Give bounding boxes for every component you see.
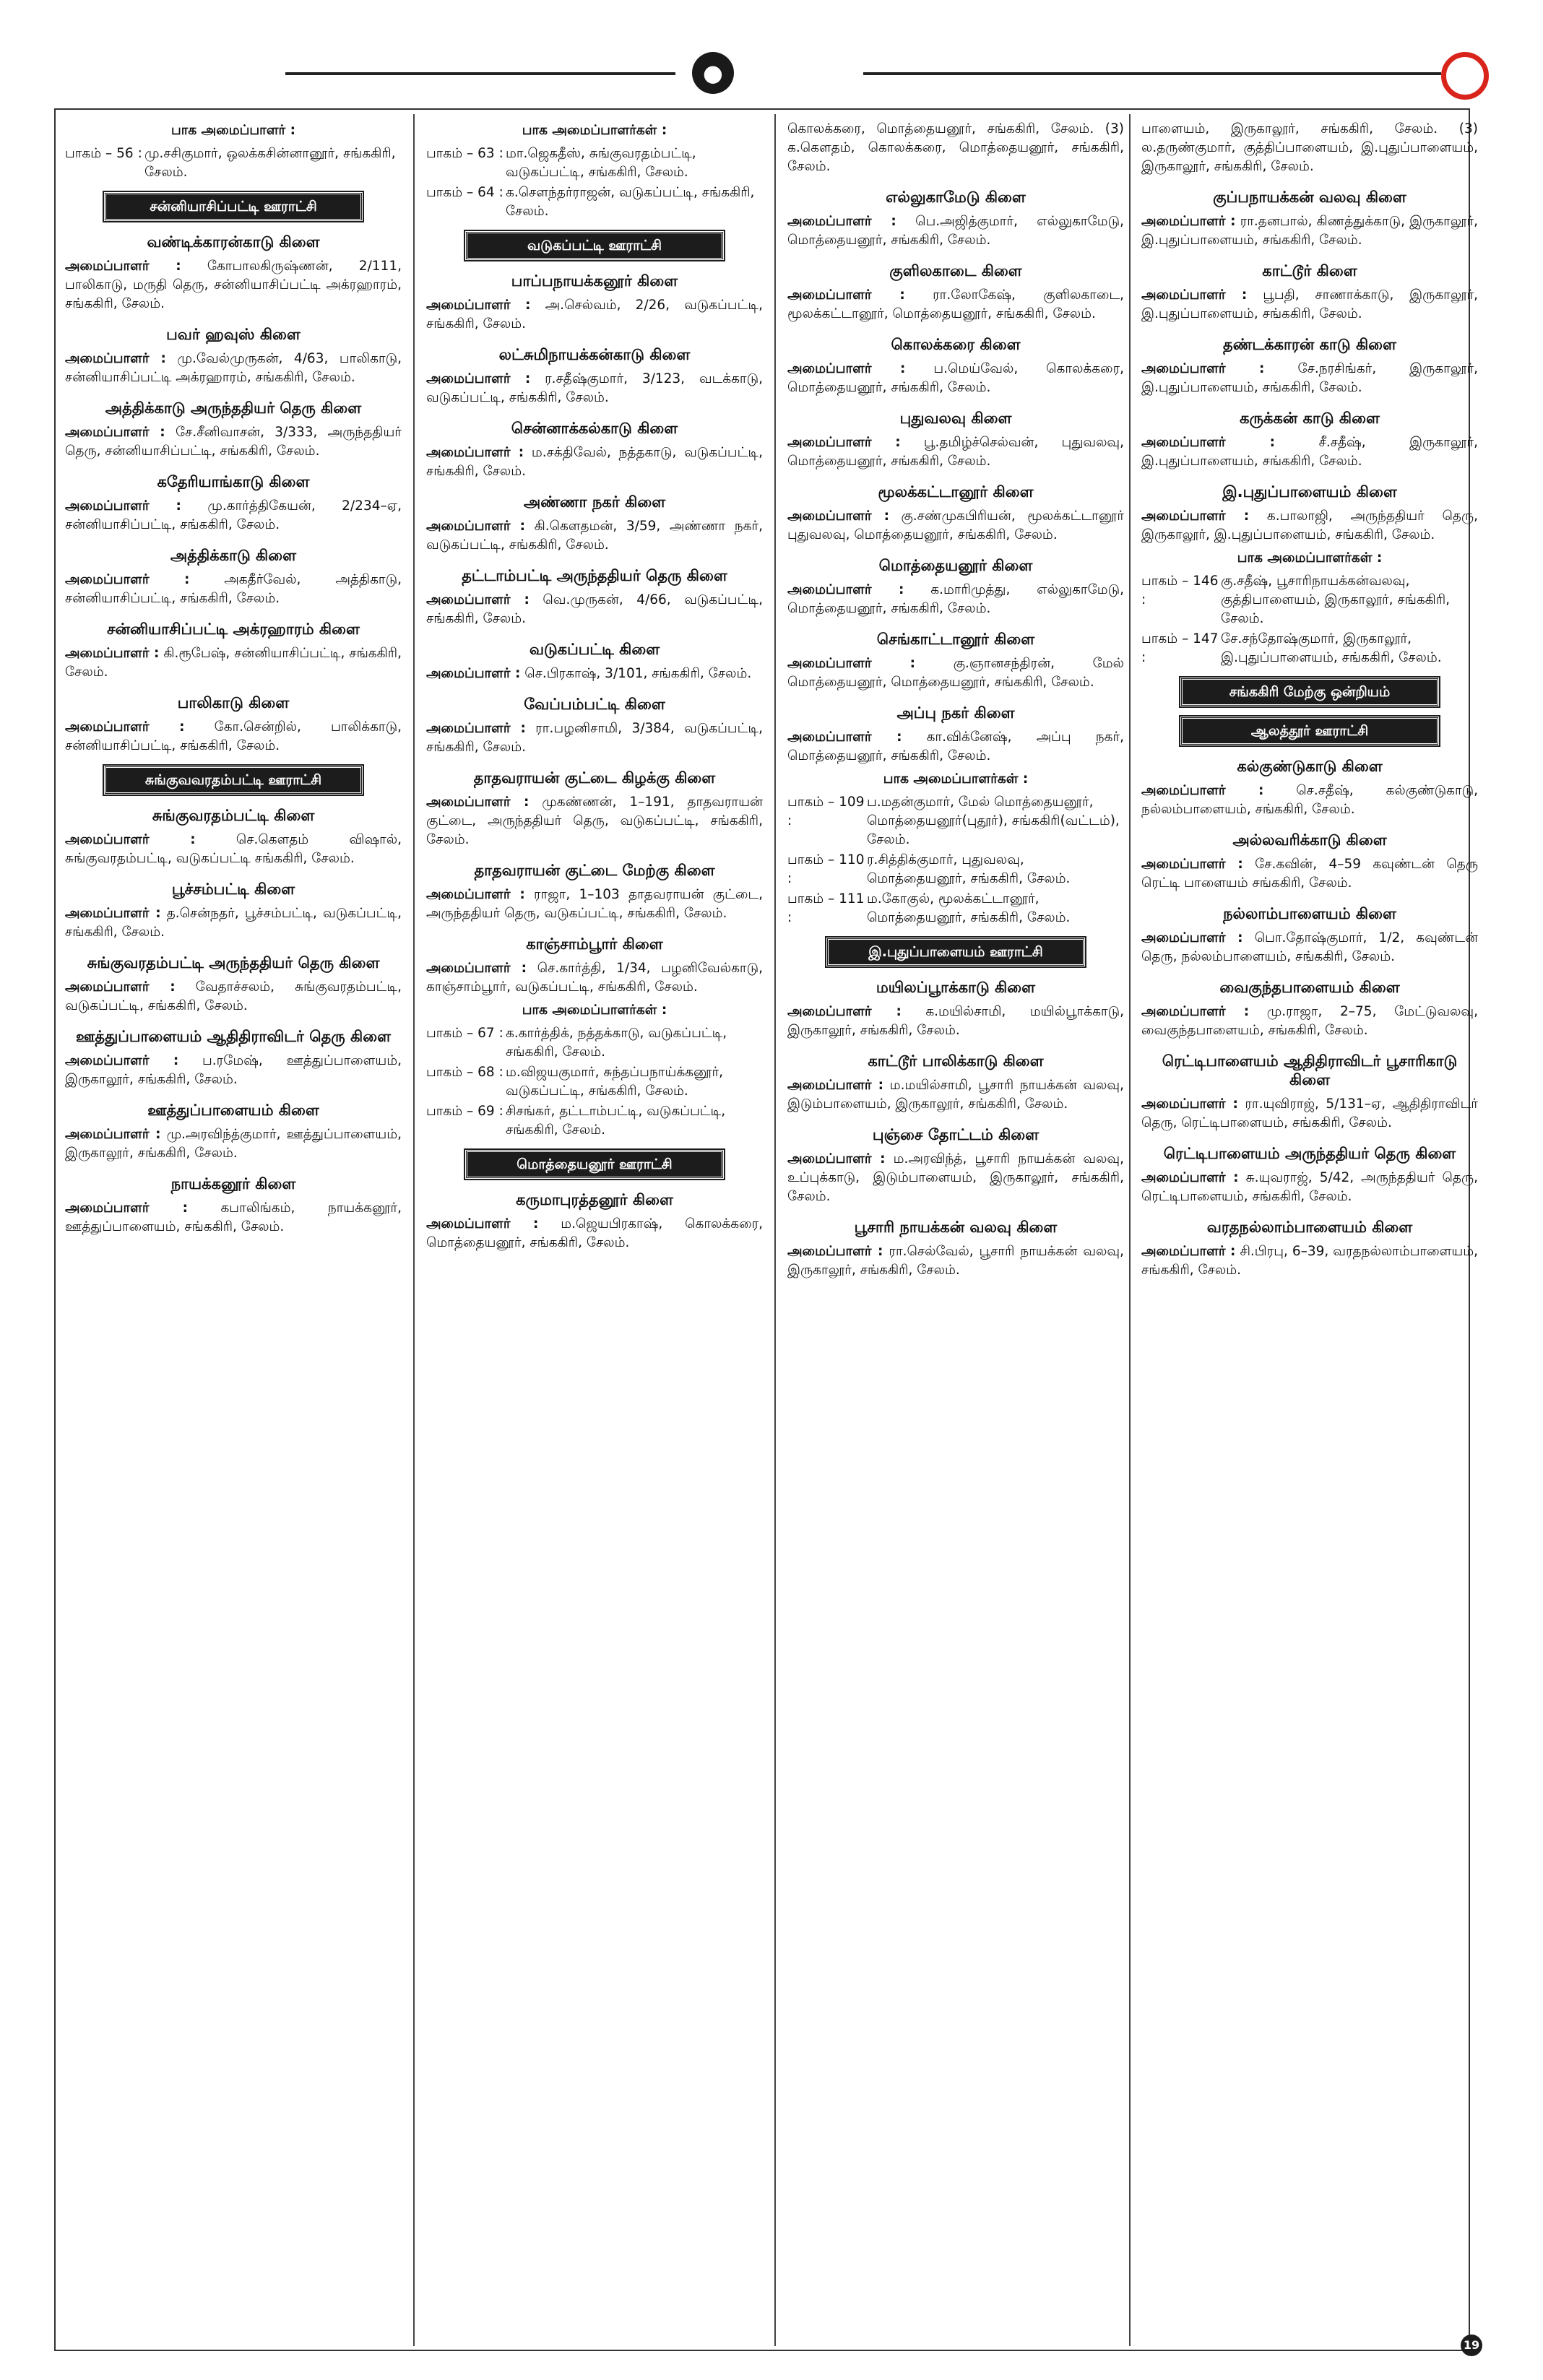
role-label: அமைப்பாளர் : bbox=[1141, 1096, 1238, 1112]
organizer-details: கோ.சென்றில், பாலிக்காடு, சன்னியாசிப்பட்டி, சங்ககிரி, சேலம். bbox=[65, 719, 402, 753]
branch-title: பூசாரி நாயக்கன் வலவு கிளை bbox=[854, 1219, 1058, 1236]
role-label: அமைப்பாளர் : bbox=[1141, 1244, 1236, 1259]
branch-organizer bbox=[65, 1199, 402, 1237]
branch-list bbox=[1141, 757, 1478, 1280]
bagam-number: பாகம் – 110 : bbox=[787, 852, 865, 886]
branch-organizer bbox=[65, 423, 402, 461]
branch-organizer bbox=[787, 1150, 1124, 1206]
branch-organizer bbox=[1141, 1003, 1478, 1040]
bagam-text: க.கார்த்திக், நத்தக்காடு, வடுகப்பட்டி, சங்ககிரி, சேலம். bbox=[506, 1026, 727, 1060]
role-label: அமைப்பாளர் : bbox=[65, 351, 166, 366]
branch-title: மொத்தையனூர் கிளை bbox=[878, 557, 1033, 574]
organizer-details: சி.பிரபு, 6–39, வரதநல்லாம்பாளையம், சங்ககிரி, சேலம். bbox=[1141, 1244, 1478, 1278]
column-divider bbox=[1129, 114, 1131, 2346]
branch-list bbox=[426, 1190, 763, 1252]
branch-organizer bbox=[1141, 433, 1478, 471]
role-label: அமைப்பாளர் : bbox=[65, 646, 160, 661]
page-number: 19 bbox=[1461, 2334, 1482, 2356]
role-label: அமைப்பாளர் : bbox=[426, 371, 531, 386]
branch-organizer bbox=[1141, 855, 1478, 893]
branch-title: ரெட்டிபாளையம் ஆதிதிராவிடர் பூசாரிகாடு கிளை bbox=[1162, 1052, 1458, 1089]
bagam-number: பாகம் – 109 : bbox=[787, 795, 865, 828]
branch-organizer bbox=[426, 296, 763, 334]
branch-organizer bbox=[787, 1003, 1124, 1040]
bagam-text: க.சௌந்தர்ராஜன், வடுகப்பட்டி, சங்ககிரி, சேலம். bbox=[506, 185, 755, 219]
organizer-details: கா.விக்னேஷ், அப்பு நகர், மொத்தையனூர், சங்ககிரி, சேலம். bbox=[787, 730, 1124, 763]
column-2 bbox=[426, 117, 763, 2342]
bagam-number: பாகம் – 69 : bbox=[426, 1104, 503, 1119]
branch-title: இ.புதுப்பாளையம் கிளை bbox=[1222, 483, 1397, 501]
branch-organizer bbox=[426, 517, 763, 555]
branch-organizer bbox=[65, 904, 402, 942]
bagam-number: பாகம் – 67 : bbox=[426, 1026, 503, 1041]
party-emblem-icon: ● bbox=[692, 52, 734, 94]
branch-organizer bbox=[426, 591, 763, 628]
organizer-details: செ.சதீஷ், கல்குண்டுகாடு, நல்லம்பாளையம், சங்ககிரி, சேலம். bbox=[1141, 783, 1478, 817]
bagam-row bbox=[426, 1024, 763, 1062]
role-label: அமைப்பாளர் : bbox=[787, 361, 906, 376]
organizer-details: அகதீர்வேல், அத்திகாடு, சன்னியாசிப்பட்டி, சங்ககிரி, சேலம். bbox=[65, 572, 402, 606]
organizer-details: முகண்ணன், 1–191, தாதவராயன் குட்டை, அருந்ததியர் தெரு, வடுகப்பட்டி, சங்ககிரி, சேலம். bbox=[426, 795, 763, 847]
role-label: அமைப்பாளர் : bbox=[426, 961, 527, 976]
organizer-details: ரா.லோகேஷ், குளிலகாடை, மூலக்கட்டானூர், மொத்தையனூர், சங்ககிரி, சேலம். bbox=[787, 287, 1124, 321]
branch-organizer bbox=[426, 719, 763, 757]
organizer-details: ப.ரமேஷ், ஊத்துப்பாளையம், இருகாலூர், சங்ககிரி, சேலம். bbox=[65, 1053, 402, 1087]
organizer-details: சே.கவின், 4–59 கவுண்டன் தெரு ரெட்டி பாளையம் சங்ககிரி, சேலம். bbox=[1141, 857, 1478, 891]
organizer-details: ரா.செல்வேல், பூசாரி நாயக்கன் வலவு, இருகாலூர், சங்ககிரி, சேலம். bbox=[787, 1244, 1124, 1278]
branch-organizer bbox=[426, 1215, 763, 1252]
role-label: அமைப்பாளர் : bbox=[65, 259, 181, 274]
role-label: அமைப்பாளர் : bbox=[1141, 287, 1248, 303]
branch-list bbox=[787, 188, 1124, 766]
bagam-number: பாகம் – 111 : bbox=[787, 891, 865, 925]
bagam-text: ப.மதன்குமார், மேல் மொத்தையனூர், மொத்தையனூர்(புதூர்), சங்ககிரி(வட்டம்), சேலம். bbox=[867, 795, 1120, 847]
role-label: அமைப்பாளர் : bbox=[787, 287, 905, 303]
branch-organizer bbox=[787, 1076, 1124, 1114]
branch-title: காட்டூர் கிளை bbox=[1262, 262, 1357, 280]
branch-organizer bbox=[1141, 1169, 1478, 1206]
branch-organizer bbox=[65, 644, 402, 682]
organizer-details: கி.ரூபேஷ், சன்னியாசிப்பட்டி, சங்ககிரி, சேலம். bbox=[65, 646, 402, 680]
organizer-details: அ.செல்வம், 2/26, வடுகப்பட்டி, சங்ககிரி, சேலம். bbox=[426, 298, 763, 332]
branch-title: ரெட்டிபாளையம் அருந்ததியர் தெரு கிளை bbox=[1163, 1145, 1456, 1162]
organizer-details: ராஜா, 1–103 தாதவராயன் குட்டை, அருந்ததியர் தெரு, வடுகப்பட்டி, சங்ககிரி, சேலம். bbox=[426, 887, 763, 921]
organizer-details: ம.சக்திவேல், நத்தகாடு, வடுகப்பட்டி, சங்ககிரி, சேலம். bbox=[426, 445, 763, 479]
role-label: அமைப்பாளர் : bbox=[1141, 509, 1250, 524]
organizer-details: ரா.பழனிசாமி, 3/384, வடுகப்பட்டி, சங்ககிரி, சேலம். bbox=[426, 721, 763, 755]
bagam-text: ம.கோகுல், மூலக்கட்டானூர், மொத்தையனூர், சங்ககிரி, சேலம். bbox=[867, 891, 1071, 925]
bagam-list bbox=[426, 1024, 763, 1140]
role-label: அமைப்பாளர் : bbox=[426, 592, 530, 607]
bagam-row bbox=[1141, 572, 1478, 628]
organizer-details: பூ.தமிழ்ச்செல்வன், புதுவலவு, மொத்தையனூர், சங்ககிரி, சேலம். bbox=[787, 435, 1124, 469]
bagam-text: கு.சதீஷ், பூசாரிநாயக்கன்வலவு, குத்திபாளையம், இருகாலூர், சங்ககிரி, சேலம். bbox=[1221, 574, 1451, 626]
bagam-heading: பாக அமைப்பாளர்கள் : bbox=[522, 123, 667, 138]
bagam-heading: பாக அமைப்பாளர் : bbox=[170, 123, 296, 138]
bagam-row bbox=[65, 144, 402, 182]
branch-title: பவர் ஹவுஸ் கிளை bbox=[166, 326, 301, 343]
role-label: அமைப்பாளர் : bbox=[65, 979, 176, 995]
branch-organizer bbox=[426, 370, 763, 407]
branch-title: மயிலப்பூாக்காடு கிளை bbox=[876, 979, 1036, 996]
role-label: அமைப்பாளர் : bbox=[65, 498, 181, 514]
organizer-details: த.சென்நதர், பூச்சம்பட்டி, வடுகப்பட்டி, சங்ககிரி, சேலம். bbox=[65, 906, 402, 940]
branch-title: பாலிகாடு கிளை bbox=[177, 694, 290, 711]
role-label: அமைப்பாளர் : bbox=[787, 730, 902, 745]
branch-title: கொலக்கரை கிளை bbox=[891, 336, 1021, 353]
branch-organizer bbox=[65, 1052, 402, 1089]
branch-organizer bbox=[787, 360, 1124, 397]
branch-organizer bbox=[1141, 212, 1478, 250]
branch-organizer bbox=[1141, 360, 1478, 397]
organizer-details: மு.வேல்முருகன், 4/63, பாலிகாடு, சன்னியாசிப்பட்டி அக்ரஹாரம், சங்ககிரி, சேலம். bbox=[65, 351, 402, 385]
section-heading: சுங்குவவரதம்பட்டி ஊராட்சி bbox=[104, 766, 363, 795]
bagam-row bbox=[426, 1102, 763, 1140]
section-heading: ஆலத்தூர் ஊராட்சி bbox=[1180, 717, 1439, 745]
role-label: அமைப்பாளர் : bbox=[787, 582, 904, 597]
branch-organizer bbox=[426, 443, 763, 481]
branch-organizer bbox=[1141, 1242, 1478, 1280]
branch-list bbox=[1141, 188, 1478, 545]
branch-title: சுங்குவரதம்பட்டி கிளை bbox=[152, 807, 315, 824]
branch-title: லட்சுமிநாயக்கன்காடு கிளை bbox=[498, 346, 691, 363]
branch-title: காட்டூர் பாலிக்காடு கிளை bbox=[868, 1052, 1044, 1070]
role-label: அமைப்பாளர் : bbox=[426, 795, 530, 810]
branch-title: நல்லாம்பாளையம் கிளை bbox=[1223, 905, 1396, 922]
bagam-row bbox=[787, 890, 1124, 927]
organizer-details: சீ.சதீஷ், இருகாலூர், இ.புதுப்பாளையம், சங்ககிரி, சேலம். bbox=[1141, 435, 1478, 469]
organizer-details: சே.நரசிங்கர், இருகாலூர், இ.புதுப்பாளையம், சங்ககிரி, சேலம். bbox=[1141, 361, 1478, 395]
role-label: அமைப்பாளர் : bbox=[1141, 435, 1276, 450]
continued-text: கொலக்கரை, மொத்தையனூர், சங்ககிரி, சேலம். (3) க.கௌதம், கொலக்கரை, மொத்தையனூர், சங்ககிரி, சேலம். bbox=[787, 121, 1124, 174]
bagam-row bbox=[787, 793, 1124, 849]
bagam-number: பாகம் – 56 : bbox=[65, 146, 142, 161]
branch-organizer bbox=[787, 507, 1124, 545]
branch-title: குப்பநாயக்கன் வலவு கிளை bbox=[1213, 189, 1406, 206]
bagam-number: பாகம் – 68 : bbox=[426, 1065, 503, 1080]
branch-title: கருமாபுரத்தனூர் கிளை bbox=[516, 1191, 673, 1208]
organizer-details: ர.சதீஷ்குமார், 3/123, வடக்காடு, வடுகப்பட்டி, சங்ககிரி, சேலம். bbox=[426, 371, 763, 405]
section-heading: சங்ககிரி மேற்கு ஒன்றியம் bbox=[1180, 678, 1439, 706]
branch-title: வண்டிக்காரன்காடு கிளை bbox=[147, 233, 320, 251]
header-rule-right bbox=[863, 72, 1441, 75]
branch-title: அத்திக்காடு அருந்ததியர் தெரு கிளை bbox=[105, 399, 362, 417]
role-label: அமைப்பாளர் : bbox=[787, 656, 916, 671]
bagam-row bbox=[787, 851, 1124, 888]
role-label: அமைப்பாளர் : bbox=[1141, 857, 1243, 872]
branch-title: கதேரியாங்காடு கிளை bbox=[157, 473, 310, 490]
role-label: அமைப்பாளர் : bbox=[1141, 1170, 1239, 1185]
section-heading: வடுகப்பட்டி ஊராட்சி bbox=[465, 231, 724, 260]
header-rule-left bbox=[285, 72, 675, 75]
role-label: அமைப்பாளர் : bbox=[426, 519, 526, 534]
branch-title: நாயக்கனூர் கிளை bbox=[170, 1175, 296, 1193]
role-label: அமைப்பாளர் : bbox=[426, 887, 525, 902]
organizer-details: ம.ஜெயபிரகாஷ், கொலக்கரை, மொத்தையனூர், சங்ககிரி, சேலம். bbox=[426, 1216, 763, 1250]
organizer-details: ம.அரவிந்த், பூசாரி நாயக்கன் வலவு, உப்புக்காடு, இடும்பாளையம், இருகாலூர், சங்ககிரி, சேலம். bbox=[787, 1151, 1124, 1204]
branch-list bbox=[426, 272, 763, 997]
organizer-details: க.மாரிமுத்து, எல்லுகாமேடு, மொத்தையனூர், சங்ககிரி, சேலம். bbox=[787, 582, 1124, 616]
branch-organizer bbox=[426, 959, 763, 997]
bagam-list bbox=[787, 793, 1124, 927]
bagam-text: ம.விஜயகுமார், சுந்தப்பநாய்க்கனூர், வடுகப்பட்டி, சங்ககிரி, சேலம். bbox=[506, 1065, 724, 1099]
organizer-details: கு.ஞானசந்திரன், மேல் மொத்தையனூர், மொத்தையனூர், சங்ககிரி, சேலம். bbox=[787, 656, 1124, 690]
role-label: அமைப்பாளர் : bbox=[787, 435, 901, 450]
branch-organizer bbox=[1141, 286, 1478, 324]
role-label: அமைப்பாளர் : bbox=[787, 1078, 884, 1093]
red-circle-icon bbox=[1441, 52, 1489, 100]
bagam-row bbox=[426, 183, 763, 221]
branch-title: மூலக்கட்டானூர் கிளை bbox=[878, 483, 1034, 501]
organizer-details: ரா.யுவிராஜ், 5/131–ஏ, ஆதிதிராவிடர் தெரு, ரெட்டிபாளையம், சங்ககிரி, சேலம். bbox=[1141, 1096, 1478, 1130]
branch-organizer bbox=[787, 1242, 1124, 1280]
branch-title: புதுவலவு கிளை bbox=[899, 410, 1012, 427]
organizer-details: கு.சண்முகபிரியன், மூலக்கட்டானூர் புதுவலவு, மொத்தையனூர், சங்ககிரி, சேலம். bbox=[787, 509, 1124, 542]
branch-title: பூச்சம்பட்டி கிளை bbox=[171, 880, 295, 898]
organizer-details: சே.சீனிவாசன், 3/333, அருந்ததியர் தெரு, சன்னியாசிப்பட்டி, சங்ககிரி, சேலம். bbox=[65, 425, 402, 459]
branch-organizer bbox=[426, 793, 763, 849]
branch-organizer bbox=[65, 257, 402, 313]
branch-organizer bbox=[1141, 782, 1478, 819]
role-label: அமைப்பாளர் : bbox=[65, 719, 185, 735]
branch-organizer bbox=[1141, 929, 1478, 966]
branch-organizer bbox=[65, 978, 402, 1016]
branch-title: செங்காட்டானூர் கிளை bbox=[876, 631, 1035, 648]
branch-organizer bbox=[787, 728, 1124, 766]
branch-title: அல்லவரிக்காடு கிளை bbox=[1232, 831, 1387, 849]
organizer-details: பூபதி, சாணாக்காடு, இருகாலூர், இ.புதுப்பாளையம், சங்ககிரி, சேலம். bbox=[1141, 287, 1478, 321]
role-label: அமைப்பாளர் : bbox=[426, 666, 521, 681]
branch-title: சுங்குவரதம்பட்டி அருந்ததியர் தெரு கிளை bbox=[87, 954, 380, 972]
page-header bbox=[0, 0, 1543, 108]
role-label: அமைப்பாளர் : bbox=[426, 298, 531, 313]
branch-title: தாதவராயன் குட்டை மேற்கு கிளை bbox=[474, 862, 715, 879]
branch-title: எல்லுகாமேடு கிளை bbox=[886, 189, 1026, 206]
organizer-details: பொ.தோஷ்குமார், 1/2, கவுண்டன் தெரு, நல்லம்பாளையம், சங்ககிரி, சேலம். bbox=[1141, 930, 1478, 964]
role-label: அமைப்பாளர் : bbox=[1141, 214, 1236, 229]
branch-title: ஊத்துப்பாளையம் ஆதிதிராவிடர் தெரு கிளை bbox=[75, 1028, 392, 1045]
bagam-number: பாகம் – 147 : bbox=[1141, 631, 1219, 665]
branch-list bbox=[787, 978, 1124, 1280]
branch-title: சன்னியாசிப்பட்டி அக்ரஹாரம் கிளை bbox=[107, 620, 360, 638]
continued-text: பாளையம், இருகாலூர், சங்ககிரி, சேலம். (3) ல.தருண்குமார், குத்திப்பாளையம், இ.புதுப்பாளையம், இருகாலூர், சங்ககிரி, சேலம். bbox=[1141, 121, 1478, 174]
bagam-number: பாகம் – 146 : bbox=[1141, 574, 1219, 607]
bagam-row bbox=[426, 144, 763, 182]
branch-title: கருக்கன் காடு கிளை bbox=[1240, 410, 1380, 427]
column-4 bbox=[1141, 117, 1478, 2342]
branch-organizer bbox=[65, 831, 402, 868]
branch-title: தட்டாம்பட்டி அருந்ததியர் தெரு கிளை bbox=[462, 567, 727, 584]
organizer-details: வேதாச்சலம், சுங்குவரதம்பட்டி, வடுகப்பட்டி, சங்ககிரி, சேலம். bbox=[65, 979, 402, 1013]
column-divider bbox=[774, 114, 776, 2346]
organizer-details: மு.ராஜா, 2–75, மேட்டுவலவு, வைகுந்தபாளையம், சங்ககிரி, சேலம். bbox=[1141, 1004, 1478, 1038]
bagam-list bbox=[426, 144, 763, 221]
branch-title: சென்னாக்கல்காடு கிளை bbox=[511, 420, 678, 437]
branch-organizer bbox=[787, 581, 1124, 618]
branch-organizer bbox=[65, 718, 402, 756]
branch-organizer bbox=[65, 497, 402, 535]
bagam-number: பாகம் – 63 : bbox=[426, 146, 503, 161]
role-label: அமைப்பாளர் : bbox=[426, 1216, 539, 1232]
role-label: அமைப்பாளர் : bbox=[426, 721, 526, 736]
organizer-details: சு.யுவராஜ், 5/42, அருந்ததியர் தெரு, ரெட்டிபாளையம், சங்ககிரி, சேலம். bbox=[1141, 1170, 1478, 1204]
column-divider bbox=[413, 114, 415, 2346]
branch-organizer bbox=[787, 212, 1124, 250]
role-label: அமைப்பாளர் : bbox=[65, 906, 161, 921]
role-label: அமைப்பாளர் : bbox=[65, 425, 165, 440]
branch-organizer bbox=[426, 665, 763, 683]
role-label: அமைப்பாளர் : bbox=[65, 1053, 179, 1068]
branch-title: வரதநல்லாம்பாளையம் கிளை bbox=[1206, 1219, 1413, 1236]
role-label: அமைப்பாளர் : bbox=[65, 1127, 161, 1142]
branch-list bbox=[65, 233, 402, 756]
bagam-list bbox=[1141, 572, 1478, 667]
branch-organizer bbox=[426, 886, 763, 923]
organizer-details: ரா.தனபால், கிணத்துக்காடு, இருகாலூர், இ.புதுப்பாளையம், சங்ககிரி, சேலம். bbox=[1141, 214, 1478, 248]
role-label: அமைப்பாளர் : bbox=[1141, 783, 1264, 798]
column-1 bbox=[65, 117, 402, 2342]
branch-title: குளிலகாடை கிளை bbox=[889, 262, 1022, 280]
role-label: அமைப்பாளர் : bbox=[1141, 1004, 1250, 1019]
role-label: அமைப்பாளர் : bbox=[65, 1200, 188, 1216]
bagam-heading: பாக அமைப்பாளர்கள் : bbox=[883, 771, 1029, 787]
role-label: அமைப்பாளர் : bbox=[1141, 361, 1265, 376]
branch-title: அத்திக்காடு கிளை bbox=[170, 547, 297, 564]
branch-organizer bbox=[65, 571, 402, 608]
bagam-text: சிசங்கர், தட்டாம்பட்டி, வடுகப்பட்டி, சங்ககிரி, சேலம். bbox=[506, 1104, 726, 1138]
section-heading: மொத்தையனூர் ஊராட்சி bbox=[465, 1150, 724, 1179]
branch-organizer bbox=[787, 286, 1124, 324]
branch-title: ஊத்துப்பாளையம் கிளை bbox=[147, 1102, 319, 1119]
branch-title: அப்பு நகர் கிளை bbox=[896, 704, 1015, 722]
bagam-heading: பாக அமைப்பாளர்கள் : bbox=[1237, 550, 1383, 566]
organizer-details: பெ.அஜித்குமார், எல்லுகாமேடு, மொத்தையனூர், சங்ககிரி, சேலம். bbox=[787, 214, 1124, 248]
bagam-heading: பாக அமைப்பாளர்கள் : bbox=[522, 1003, 667, 1018]
bagam-text: மு.சசிகுமார், ஒலக்கசின்னானூர், சங்ககிரி, சேலம். bbox=[144, 146, 396, 180]
organizer-details: ப.மெய்வேல், கொலக்கரை, மொத்தையனூர், சங்ககிரி, சேலம். bbox=[787, 361, 1124, 395]
organizer-details: கோபாலகிருஷ்ணன், 2/111, பாலிகாடு, மருதி தெரு, சன்னியாசிப்பட்டி அக்ரஹாரம், சங்ககிரி, சேலம். bbox=[65, 259, 402, 311]
branch-list bbox=[65, 806, 402, 1237]
branch-organizer bbox=[65, 1125, 402, 1163]
branch-title: கல்குண்டுகாடு கிளை bbox=[1237, 758, 1383, 775]
section-heading: சன்னியாசிப்பட்டி ஊராட்சி bbox=[104, 192, 363, 221]
bagam-text: ர.சித்திக்குமார், புதுவலவு, மொத்தையனூர், சங்ககிரி, சேலம். bbox=[867, 852, 1071, 886]
branch-title: வடுகப்பட்டி கிளை bbox=[529, 641, 660, 658]
organizer-details: செ.பிரகாஷ், 3/101, சங்ககிரி, சேலம். bbox=[524, 666, 752, 681]
role-label: அமைப்பாளர் : bbox=[787, 509, 889, 524]
role-label: அமைப்பாளர் : bbox=[426, 445, 524, 460]
bagam-text: மா.ஜெகதீஸ், சுங்குவரதம்பட்டி, வடுகப்பட்டி, சங்ககிரி, சேலம். bbox=[506, 146, 696, 180]
bagam-text: சே.சந்தோஷ்குமார், இருகாலூர், இ.புதுப்பாளையம், சங்ககிரி, சேலம். bbox=[1221, 631, 1442, 665]
section-heading: இ.புதுப்பாளையம் ஊராட்சி bbox=[826, 938, 1085, 966]
branch-organizer bbox=[787, 433, 1124, 471]
role-label: அமைப்பாளர் : bbox=[787, 1151, 886, 1167]
organizer-details: செ.கௌதம் விஷால், சுங்குவரதம்பட்டி, வடுகப்பட்டி சங்ககிரி, சேலம். bbox=[65, 832, 402, 866]
branch-title: பாப்பநாயக்கனூர் கிளை bbox=[511, 272, 678, 290]
bagam-row bbox=[1141, 630, 1478, 667]
bagam-number: பாகம் – 64 : bbox=[426, 185, 503, 200]
branch-title: அண்ணா நகர் கிளை bbox=[523, 493, 666, 511]
branch-title: புஞ்சை தோட்டம் கிளை bbox=[872, 1126, 1040, 1143]
organizer-details: ம.மயில்சாமி, பூசாரி நாயக்கன் வலவு, இடும்பாளையம், இருகாலூர், சங்ககிரி, சேலம். bbox=[787, 1078, 1124, 1112]
organizer-details: மு.அரவிந்த்குமார், ஊத்துப்பாளையம், இருகாலூர், சங்ககிரி, சேலம். bbox=[65, 1127, 402, 1161]
role-label: அமைப்பாளர் : bbox=[787, 1004, 902, 1019]
branch-title: தண்டக்காரன் காடு கிளை bbox=[1223, 336, 1396, 353]
branch-organizer bbox=[1141, 1095, 1478, 1133]
column-3 bbox=[787, 117, 1124, 2342]
organizer-details: க.மயில்சாமி, மயில்பூாக்காடு, இருகாலூர், சங்ககிரி, சேலம். bbox=[787, 1004, 1124, 1038]
organizer-details: க.பாலாஜி, அருந்ததியர் தெரு, இருகாலூர், இ.புதுப்பாளையம், சங்ககிரி, சேலம். bbox=[1141, 509, 1478, 542]
role-label: அமைப்பாளர் : bbox=[65, 572, 190, 587]
branch-title: வேப்பம்பட்டி கிளை bbox=[524, 696, 665, 713]
bagam-row bbox=[426, 1063, 763, 1101]
role-label: அமைப்பாளர் : bbox=[65, 832, 196, 847]
organizer-details: கி.கௌதமன், 3/59, அண்ணா நகர், வடுகப்பட்டி, சங்ககிரி, சேலம். bbox=[426, 519, 763, 553]
branch-organizer bbox=[65, 350, 402, 387]
role-label: அமைப்பாளர் : bbox=[1141, 930, 1243, 945]
branch-organizer bbox=[787, 654, 1124, 692]
organizer-details: மு.கார்த்திகேயன், 2/234–ஏ, சன்னியாசிப்பட்டி, சங்ககிரி, சேலம். bbox=[65, 498, 402, 532]
organizer-details: கபாலிங்கம், நாயக்கனூர், ஊத்துப்பாளையம், சங்ககிரி, சேலம். bbox=[65, 1200, 402, 1234]
role-label: அமைப்பாளர் : bbox=[787, 1244, 883, 1259]
branch-organizer bbox=[1141, 507, 1478, 545]
organizer-details: வெ.முருகன், 4/66, வடுகப்பட்டி, சங்ககிரி, சேலம். bbox=[426, 592, 763, 626]
branch-title: தாதவராயன் குட்டை கிழக்கு கிளை bbox=[473, 769, 716, 787]
organizer-details: செ.கார்த்தி, 1/34, பழனிவேல்காடு, காஞ்சாம்பூார், வடுகப்பட்டி, சங்ககிரி, சேலம். bbox=[426, 961, 763, 995]
branch-title: வைகுந்தபாளையம் கிளை bbox=[1219, 979, 1400, 996]
role-label: அமைப்பாளர் : bbox=[787, 214, 896, 229]
branch-title: காஞ்சாம்பூார் கிளை bbox=[526, 935, 663, 953]
